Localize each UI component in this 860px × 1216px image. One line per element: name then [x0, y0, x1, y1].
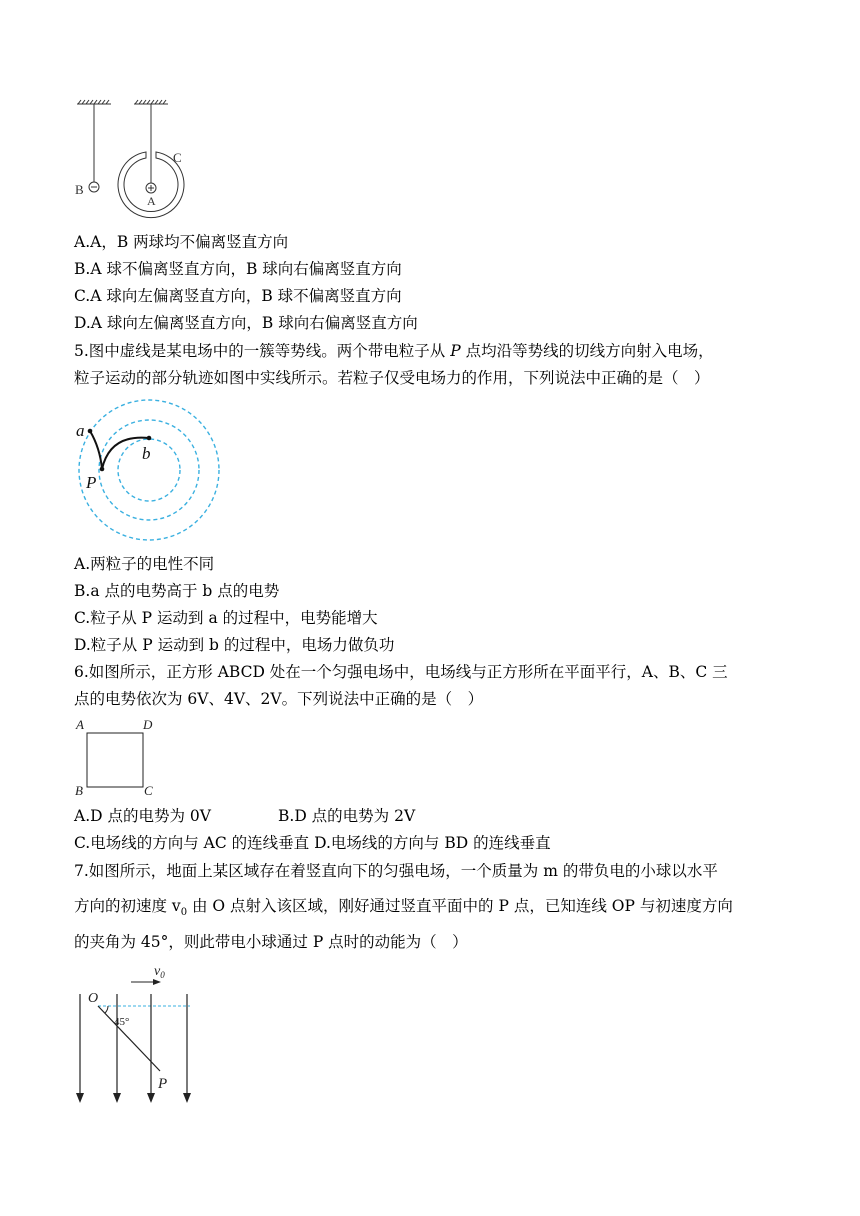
fig6-label-b: B	[75, 783, 83, 798]
fig7-label-p: P	[158, 1076, 168, 1092]
trajectory-to-a	[90, 431, 102, 469]
q5-stem-line1	[74, 341, 714, 361]
field-arrowheads	[76, 1093, 191, 1103]
q6-option-c: C.电场线的方向与 AC 的连线垂直	[74, 834, 310, 852]
q5-option-b: B.a 点的电势高于 b 点的电势	[74, 582, 280, 600]
q4-option-d: D.A 球向左偏离竖直方向，B 球向右偏离竖直方向	[74, 314, 418, 332]
q5-number: 5.	[74, 342, 89, 360]
fig5-label-a: a	[76, 421, 85, 440]
q7-line2-post: 由 O 点射入该区域，刚好通过竖直平面中的 P 点，已知连线 OP 与初速度方向	[187, 897, 733, 915]
fig7-label-angle: 45°	[114, 1016, 130, 1028]
q6-stem-line2: 点的电势依次为 6V、4V、2V。下列说法中正确的是（ ）	[74, 690, 484, 708]
q5-stem-p: P	[450, 342, 461, 360]
point-a	[88, 429, 93, 434]
q6-option-a: A.D 点的电势为 0V	[74, 807, 211, 825]
q7-stem-line3: 的夹角为 45°，则此带电小球通过 P 点时的动能为（ ）	[74, 933, 468, 951]
figure-q7-field	[70, 960, 200, 1110]
figure-q6-square	[70, 714, 170, 798]
q5-option-c: C.粒子从 P 运动到 a 的过程中，电势能增大	[74, 609, 378, 627]
angle-arc	[105, 1006, 108, 1013]
fig6-label-c: C	[144, 783, 153, 798]
q7-stem-line1: 7.如图所示，地面上某区域存在着竖直向下的匀强电场，一个质量为 m 的带负电的小球以水平	[74, 862, 718, 880]
equipotential-middle	[99, 420, 199, 520]
fig6-label-d: D	[143, 717, 153, 732]
field-lines	[80, 994, 187, 1096]
ceiling-left	[77, 100, 111, 104]
q5-stem-part2: 点均沿等势线的切线方向射入电场，	[460, 342, 714, 360]
label-b: B	[75, 182, 84, 197]
square-abcd	[87, 733, 143, 787]
figure-q5-equipotentials	[70, 396, 230, 546]
fig7-label-o: O	[88, 991, 99, 1006]
label-a: A	[147, 194, 156, 208]
label-c: C	[173, 150, 182, 165]
q6-stem-line1: 6.如图所示，正方形 ABCD 处在一个匀强电场中，电场线与正方形所在平面平行，A、B、C 三	[74, 663, 728, 681]
q4-option-b: B.A 球不偏离竖直方向，B 球向右偏离竖直方向	[74, 260, 402, 278]
q5-option-a: A.两粒子的电性不同	[74, 555, 215, 573]
q4-option-a: A.A，B 两球均不偏离竖直方向	[74, 233, 289, 251]
q6-option-d: D.电场线的方向与 BD 的连线垂直	[314, 834, 551, 852]
fig5-label-b: b	[142, 444, 151, 463]
q7-line2-sub: 0	[180, 907, 188, 918]
fig7-label-v: $v_0$	[154, 964, 165, 980]
q5-stem-line2: 粒子运动的部分轨迹如图中实线所示。若粒子仅受电场力的作用，下列说法中正确的是（ ）	[74, 369, 710, 387]
ceiling-right	[134, 100, 168, 104]
q5-option-d: D.粒子从 P 运动到 b 的过程中，电场力做负功	[74, 636, 395, 654]
q6-option-b: B.D 点的电势为 2V	[278, 807, 416, 825]
q7-stem-line2	[74, 896, 733, 923]
point-b	[147, 436, 152, 441]
q5-stem-part1: 图中虚线是某电场中的一簇等势线。两个带电粒子从	[88, 342, 451, 360]
point-p	[100, 467, 105, 472]
figure-q4-pendulums	[70, 98, 200, 222]
fig5-label-p: P	[86, 473, 97, 492]
q6-options-row2	[74, 833, 551, 853]
q7-line2-pre: 方向的初速度 v	[74, 897, 181, 915]
q6-options-row1	[74, 806, 416, 826]
fig6-label-a: A	[76, 717, 84, 732]
q4-option-c: C.A 球向左偏离竖直方向，B 球不偏离竖直方向	[74, 287, 402, 305]
